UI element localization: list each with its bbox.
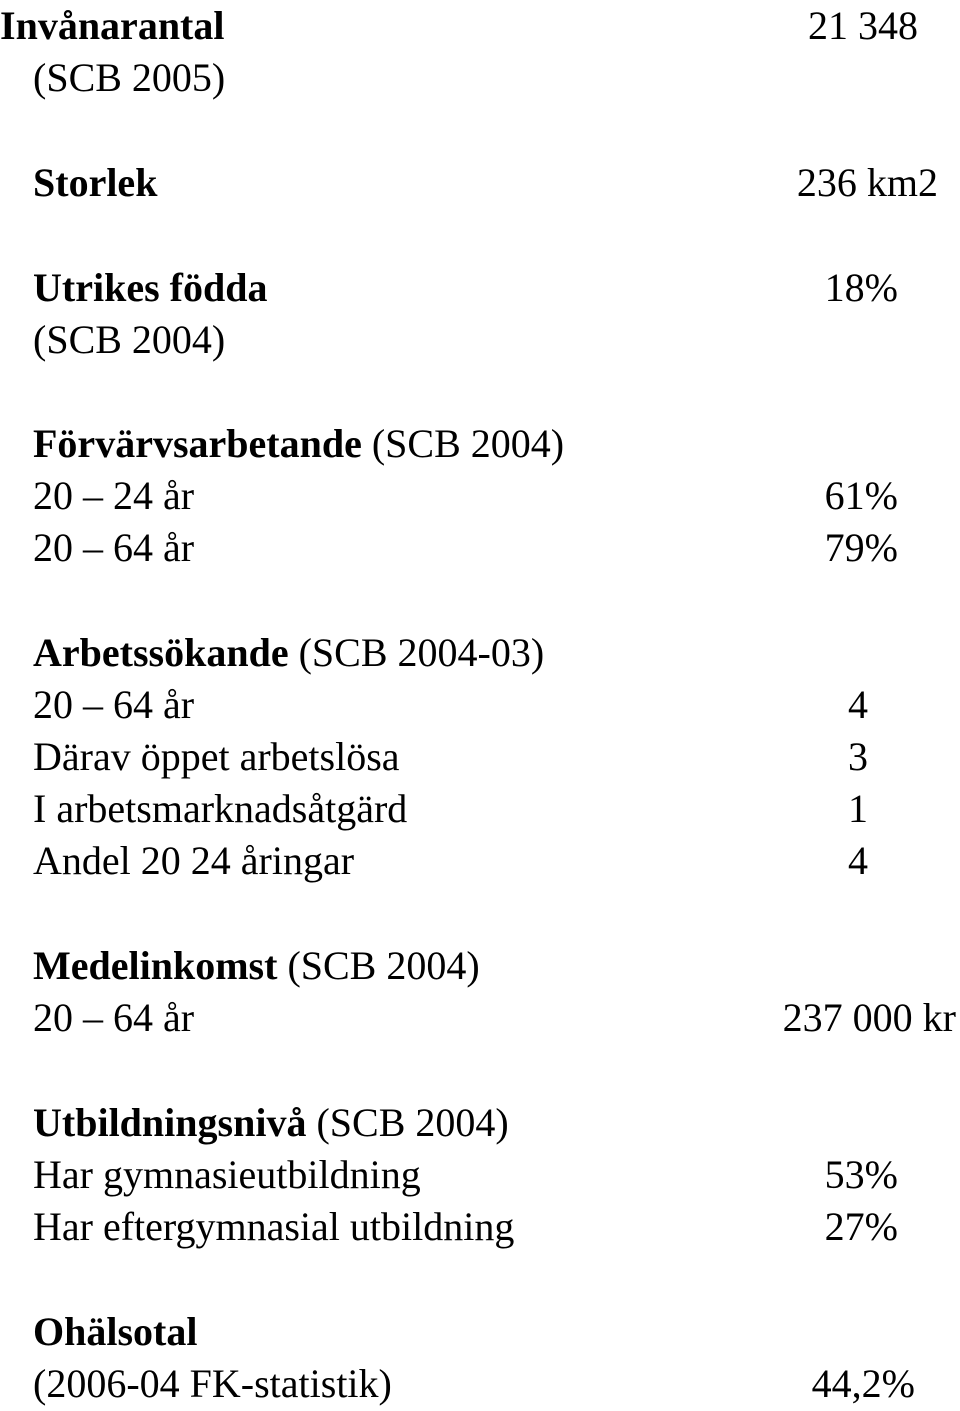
utb-row-value: 27% [824, 1204, 898, 1249]
forv-row-label: 20 – 64 år [33, 525, 195, 570]
forv-row-value: 79% [824, 525, 898, 570]
utb-row-label: Har gymnasieutbildning [33, 1152, 421, 1197]
utb-heading [33, 1097, 509, 1149]
medel-row-label: 20 – 64 år [33, 995, 195, 1040]
inv-source: (SCB 2005) [33, 55, 226, 100]
arb-row-value: 3 [848, 734, 868, 779]
arb-label: Arbetssökande [33, 630, 289, 675]
forv-source: (SCB 2004) [371, 421, 565, 466]
inv-value: 21 348 [808, 3, 918, 48]
arb-row-value: 4 [848, 838, 868, 883]
utrikes-label: Utrikes födda [33, 265, 268, 310]
ohal-label: Ohälsotal [33, 1309, 198, 1354]
forv-heading [33, 418, 564, 470]
medel-label: Medelinkomst [33, 943, 278, 988]
medel-heading [33, 940, 480, 992]
arb-row-value: 1 [848, 786, 868, 831]
arb-row-value: 4 [848, 682, 868, 727]
storlek-label: Storlek [33, 160, 158, 205]
forv-row-label: 20 – 24 år [33, 473, 195, 518]
medel-source: (SCB 2004) [287, 943, 480, 988]
utrikes-value: 18% [824, 265, 898, 310]
arb-source: (SCB 2004-03) [298, 630, 545, 675]
arb-row-label: Andel 20 24 åringar [33, 838, 355, 883]
medel-row-value: 237 000 kr [782, 995, 956, 1040]
forv-label: Förvärvsarbetande [33, 421, 362, 466]
storlek-value: 236 km2 [796, 160, 938, 205]
utb-label: Utbildningsnivå [33, 1100, 307, 1145]
utb-row-label: Har eftergymnasial utbildning [33, 1204, 515, 1249]
ohal-source: (2006-04 FK-statistik) [33, 1361, 392, 1406]
utrikes-source: (SCB 2004) [33, 317, 226, 362]
forv-row-value: 61% [824, 473, 898, 518]
arb-heading [33, 627, 544, 679]
arb-row-label: 20 – 64 år [33, 682, 195, 727]
arb-row-label: I arbetsmarknadsåtgärd [33, 786, 408, 831]
utb-source: (SCB 2004) [316, 1100, 509, 1145]
ohal-value: 44,2% [811, 1361, 915, 1406]
inv-label: Invånarantal [0, 3, 225, 48]
utb-row-value: 53% [824, 1152, 898, 1197]
arb-row-label: Därav öppet arbetslösa [33, 734, 400, 779]
